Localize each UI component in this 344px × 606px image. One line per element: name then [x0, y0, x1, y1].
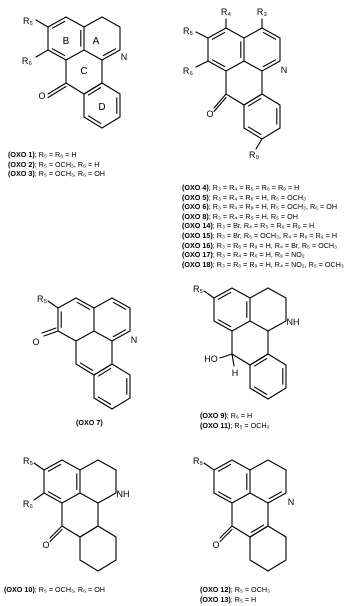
double-bond-inner: [263, 60, 275, 67]
bond: [268, 460, 286, 470]
caption-s4: [200, 411, 270, 430]
double-bond-inner: [88, 116, 100, 123]
label-r5: R₅: [36, 294, 48, 304]
label-r5: R₅: [182, 26, 194, 36]
bond: [98, 560, 116, 571]
bond: [80, 493, 98, 503]
caption-line: (OXO 18); R₃ = R₆ = R₉ = H, R₄ = NO₂, R₅ = OCH₃: [182, 259, 344, 269]
bond: [226, 28, 244, 38]
double-bond-inner: [212, 32, 224, 39]
caption-s1: [8, 150, 105, 179]
bond: [48, 301, 58, 308]
bond: [80, 560, 98, 571]
caption-s5: [4, 585, 105, 595]
bond: [232, 354, 250, 365]
double-bond-inner: [80, 363, 92, 370]
bond: [98, 460, 116, 470]
carbonyl-bond-second: [214, 98, 226, 112]
double-bond-inner: [254, 387, 266, 394]
caption-line: (OXO 12); R₅ = OCH₃: [200, 585, 270, 594]
bond: [66, 83, 84, 94]
bond: [196, 61, 208, 67]
bond: [102, 83, 120, 94]
label-r6: R₆: [22, 499, 34, 509]
label-o: O: [212, 540, 220, 550]
bond: [36, 50, 48, 57]
bond: [62, 460, 80, 470]
label-r4: R₄: [220, 7, 232, 17]
bond: [58, 331, 76, 341]
bond: [262, 94, 280, 105]
bond: [226, 61, 244, 71]
double-bond-inner: [263, 32, 275, 39]
label-r6: R₆: [182, 66, 194, 76]
bond: [268, 526, 286, 537]
ring-label-b: B: [62, 36, 70, 47]
caption-line: (OXO 10); R₅ = OCH₃, R₆ = OH: [4, 585, 105, 594]
label-n: N: [287, 497, 295, 507]
bond: [36, 20, 48, 27]
caption-line: (OXO 4); R₃ = R₄ = R₅ = R₆ = R₉ = H: [182, 183, 300, 192]
bond: [84, 17, 102, 27]
label-o: O: [38, 91, 46, 101]
double-bond-inner: [248, 99, 260, 106]
double-bond-inner: [218, 320, 230, 327]
bond: [268, 354, 286, 365]
bond: [268, 560, 286, 571]
caption-line: (OXO 7): [76, 418, 103, 427]
label-r9: R₉: [248, 150, 260, 160]
bond: [66, 50, 84, 60]
caption-s2: [182, 183, 344, 269]
carbonyl-bond: [214, 94, 226, 108]
double-bond-inner: [218, 292, 230, 299]
caption-line: (OXO 2); R₅ = OCH₃, R₆ = H: [8, 159, 100, 169]
ring-label-c: C: [80, 66, 88, 77]
double-bond-inner: [212, 60, 224, 67]
bond: [220, 354, 232, 358]
label-nh: NH: [286, 317, 300, 327]
bond: [102, 117, 120, 128]
label-o: O: [32, 337, 40, 347]
bond: [250, 321, 268, 331]
bond: [262, 128, 280, 139]
bond: [94, 331, 112, 341]
double-bond-inner: [248, 127, 260, 134]
bond: [268, 388, 286, 399]
bond: [98, 493, 116, 503]
bond: [250, 288, 268, 298]
double-bond-inner: [98, 397, 110, 404]
caption-line: (OXO 8); R₃ = R₄ = R₅ = H, R₅ = OH: [182, 211, 298, 221]
double-bond-inner: [251, 525, 263, 532]
bond: [226, 94, 244, 105]
bond: [112, 364, 130, 375]
bond: [62, 526, 80, 537]
double-bond-inner: [103, 49, 115, 56]
bond: [250, 460, 268, 470]
bond: [112, 398, 130, 409]
bond: [204, 463, 214, 470]
bond: [232, 288, 250, 298]
bond: [80, 460, 98, 470]
label-ho: HO: [204, 354, 218, 364]
caption-s3: [76, 418, 103, 428]
label-r5: R₅: [22, 16, 34, 26]
bond: [76, 331, 94, 341]
double-bond-inner: [113, 330, 125, 337]
caption-line: (OXO 13); R₅ = H: [200, 594, 257, 604]
bond: [244, 28, 262, 38]
ring-label-a: A: [92, 36, 100, 47]
bond: [58, 298, 76, 308]
caption-line: (OXO 11); R₅ = OCH₃: [200, 420, 270, 430]
bond: [232, 354, 234, 366]
ring-label-d: D: [98, 102, 106, 113]
label-r5: R₅: [22, 456, 34, 466]
double-bond-inner: [88, 88, 100, 95]
bond: [98, 526, 116, 537]
double-bond-inner: [48, 492, 60, 499]
caption-line: (OXO 16); R₃ = R₆ = R₉ = H, R₄ = Br, R₅ = OCH₃: [182, 240, 338, 250]
bond: [268, 288, 286, 298]
bond: [250, 493, 268, 503]
label-o: O: [42, 540, 50, 550]
bond: [62, 493, 80, 503]
bond: [232, 321, 250, 331]
double-bond-inner: [269, 492, 281, 499]
label-r5: R₅: [192, 456, 204, 466]
double-bond-inner: [218, 492, 230, 499]
label-n: N: [120, 52, 128, 62]
bond: [84, 50, 102, 60]
bond: [256, 139, 262, 149]
bond: [232, 526, 250, 537]
caption-line: (OXO 6); R₃ = R₄ = R₉ = H, R₅ = OCH₃, R₆ = OH: [182, 202, 338, 212]
label-nh: NH: [116, 489, 130, 499]
bond: [268, 321, 286, 331]
bond: [232, 460, 250, 470]
caption-line: (OXO 1); R₅ = R₆ = H: [8, 150, 77, 159]
bond: [34, 493, 44, 500]
caption-line: (OXO 14); R₃ = Br, R₄ = R₅ = R₆ = R₉ = H: [182, 221, 315, 231]
bond: [34, 463, 44, 470]
double-bond-inner: [52, 21, 64, 28]
label-n: N: [280, 65, 288, 75]
bond: [94, 298, 112, 308]
double-bond-inner: [52, 49, 64, 56]
label-o: O: [206, 109, 214, 119]
double-bond-inner: [218, 464, 230, 471]
double-bond-inner: [48, 464, 60, 471]
bond: [102, 17, 120, 27]
bond: [244, 61, 262, 71]
label-n: N: [130, 335, 138, 345]
bond: [232, 493, 250, 503]
caption-line: (OXO 5); R₃ = R₄ = R₆ = H, R₅ = OCH₃: [182, 192, 307, 202]
bond: [250, 560, 268, 571]
label-r3: R₃: [256, 7, 268, 17]
label-r5: R₅: [192, 284, 204, 294]
label-h: H: [231, 368, 239, 378]
caption-line: (OXO 15); R₃ = Br, R₅ = OCH₃, R₄ = R₆ = R₉ = H: [182, 230, 338, 240]
double-bond-inner: [77, 302, 89, 309]
bond: [80, 526, 98, 537]
caption-line: (OXO 17); R₃ = R₄ = R₆ = H, R₉ = NO₂: [182, 250, 305, 260]
caption-line: (OXO 3); R₅ = OCH₃, R₆ = OH: [8, 169, 105, 179]
caption-s6: [200, 585, 270, 604]
bond: [196, 32, 208, 38]
caption-line: (OXO 9); R₆ = H: [200, 411, 253, 420]
double-bond-inner: [254, 359, 266, 366]
bond: [66, 17, 84, 27]
label-r6: R₆: [21, 56, 33, 66]
double-bond-inner: [98, 369, 110, 376]
double-bond-inner: [113, 302, 125, 309]
bond: [204, 291, 214, 298]
